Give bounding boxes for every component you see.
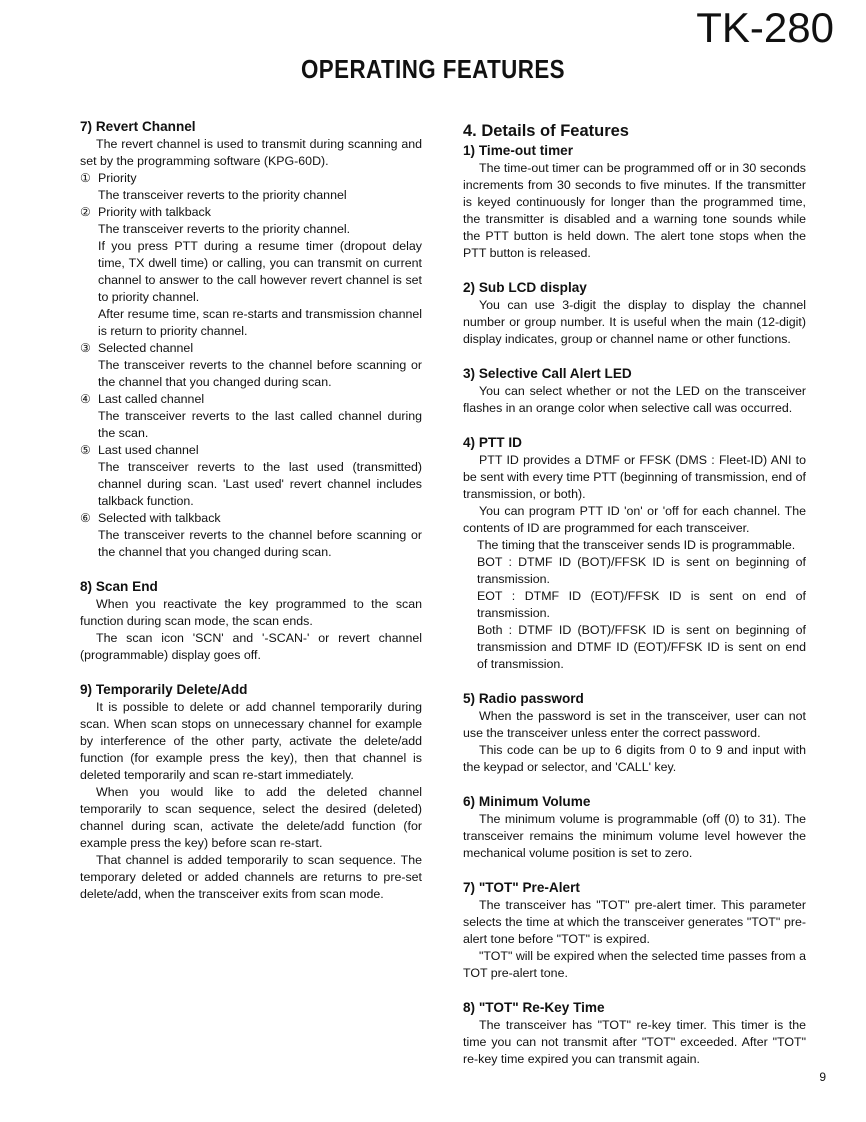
paragraph: The transceiver has "TOT" pre-alert timer. This parameter selects the time at which the transceiver generates "TOT" pre-alert tone before "TOT" is expired. <box>463 898 806 946</box>
section-heading: 1) Time-out timer <box>463 143 574 158</box>
right-column <box>463 118 806 1068</box>
list-marker: ② <box>80 205 91 219</box>
list-item <box>80 204 422 221</box>
list-item <box>80 442 422 459</box>
paragraph: The timing that the transceiver sends ID is programmable. <box>477 538 796 552</box>
section-heading: 8) "TOT" Re-Key Time <box>463 1000 605 1015</box>
list-marker: ① <box>80 171 91 185</box>
paragraph: EOT : DTMF ID (EOT)/FFSK ID is sent on end of transmission. <box>477 589 806 620</box>
paragraph: Both : DTMF ID (BOT)/FFSK ID is sent on beginning of transmission and DTMF ID (EOT)/FFSK ID is sent on end of transmission. <box>477 623 806 671</box>
list-item <box>80 510 422 527</box>
paragraph: When you reactivate the key programmed to the scan function during scan mode, the scan ends. <box>80 597 422 628</box>
list-marker: ⑥ <box>80 511 91 525</box>
paragraph: The transceiver reverts to the channel before scanning or the channel that you changed during scan. <box>98 358 422 389</box>
paragraph: That channel is added temporarily to scan sequence. The temporary deleted or added channels are returns to pre-set delete/add, when the transceiver exits from scan mode. <box>80 853 422 901</box>
paragraph: The transceiver reverts to the last used (transmitted) channel during scan. 'Last used' revert channel includes talkback function. <box>98 460 422 508</box>
paragraph: The transceiver reverts to the priority channel. <box>98 222 351 236</box>
paragraph: You can select whether or not the LED on the transceiver flashes in an orange color when selective call was occurred. <box>463 384 806 415</box>
paragraph: When the password is set in the transceiver, user can not use the transceiver unless enter the correct password. <box>463 709 806 740</box>
list-item <box>80 170 422 187</box>
paragraph: The transceiver has "TOT" re-key timer. This timer is the time you can not transmit after "TOT" exceeded. After "TOT" re-key time expired you can transmit again. <box>463 1018 806 1066</box>
paragraph: "TOT" will be expired when the selected time passes from a TOT pre-alert tone. <box>463 949 806 980</box>
section-heading: 8) Scan End <box>80 579 158 594</box>
list-item-label: Last called channel <box>98 392 205 406</box>
section-heading: 4) PTT ID <box>463 435 522 450</box>
section-heading: 2) Sub LCD display <box>463 280 587 295</box>
section-heading: 9) Temporarily Delete/Add <box>80 682 248 697</box>
paragraph: The revert channel is used to transmit during scanning and set by the programming software (KPG-60D). <box>80 137 422 168</box>
paragraph: The transceiver reverts to the last called channel during the scan. <box>98 409 422 440</box>
paragraph: PTT ID provides a DTMF or FFSK (DMS : Fleet-ID) ANI to be sent with every time PTT (beginning of transmission, end of transmission, or both). <box>463 453 806 501</box>
list-item-label: Priority <box>98 171 137 185</box>
paragraph: The minimum volume is programmable (off (0) to 31). The transceiver remains the minimum volume level however the mechanical volume position is set to zero. <box>463 812 806 860</box>
list-marker: ⑤ <box>80 443 91 457</box>
list-item <box>80 340 422 357</box>
list-item-label: Priority with talkback <box>98 205 211 219</box>
list-item-label: Last used channel <box>98 443 199 457</box>
model-name: TK-280 <box>696 4 834 51</box>
section-heading: 6) Minimum Volume <box>463 794 591 809</box>
left-column <box>80 118 422 903</box>
list-item-label: Selected channel <box>98 341 194 355</box>
section-heading: 7) Revert Channel <box>80 119 196 134</box>
paragraph: You can program PTT ID 'on' or 'off for each channel. The contents of ID are programmed for each transceiver. <box>463 504 806 535</box>
paragraph: It is possible to delete or add channel temporarily during scan. When scan stops on unnecessary channel for example by interference of the other party, activate the delete/add function (for example press the key), then that channel is deleted temporarily and scan re-start immediately. <box>80 700 422 782</box>
paragraph: If you press PTT during a resume timer (dropout delay time, TX dwell time) or calling, you can transmit on current channel to answer to the call however revert channel is set to priority channel. <box>98 239 422 304</box>
list-marker: ④ <box>80 392 91 406</box>
paragraph: You can use 3-digit the display to display the channel number or group number. It is useful when the main (12-digit) display indicates, group or channel name or other functions. <box>463 298 806 346</box>
page-number: 9 <box>819 1070 826 1084</box>
page-title: OPERATING FEATURES <box>300 54 566 84</box>
paragraph: The transceiver reverts to the priority channel <box>98 188 347 202</box>
list-marker: ③ <box>80 341 91 355</box>
section-heading: 3) Selective Call Alert LED <box>463 366 632 381</box>
paragraph: The time-out timer can be programmed off or in 30 seconds increments from 30 seconds to five minutes. If the transmitter is keyed continuously for longer than the programmed time, the transmitter is disabled and a warning tone sounds while the PTT button is held down. The alert tone stops when the PTT button is released. <box>463 161 806 260</box>
chapter-heading: 4. Details of Features <box>463 122 629 140</box>
paragraph: The transceiver reverts to the channel before scanning or the channel that you changed during scan. <box>98 528 422 559</box>
list-item <box>80 391 422 408</box>
paragraph: The scan icon 'SCN' and '-SCAN-' or revert channel (programmable) display goes off. <box>80 631 422 662</box>
paragraph: When you would like to add the deleted channel temporarily to scan sequence, select the desired (deleted) channel during scan, activate the delete/add function (for example press the key) before scan re-start. <box>80 785 422 850</box>
paragraph: BOT : DTMF ID (BOT)/FFSK ID is sent on beginning of transmission. <box>477 555 806 586</box>
section-heading: 7) "TOT" Pre-Alert <box>463 880 580 895</box>
paragraph: This code can be up to 6 digits from 0 to 9 and input with the keypad or selector, and 'CALL' key. <box>463 743 806 774</box>
list-item-label: Selected with talkback <box>98 511 221 525</box>
section-heading: 5) Radio password <box>463 691 584 706</box>
paragraph: After resume time, scan re-starts and transmission channel is return to priority channel. <box>98 307 422 338</box>
